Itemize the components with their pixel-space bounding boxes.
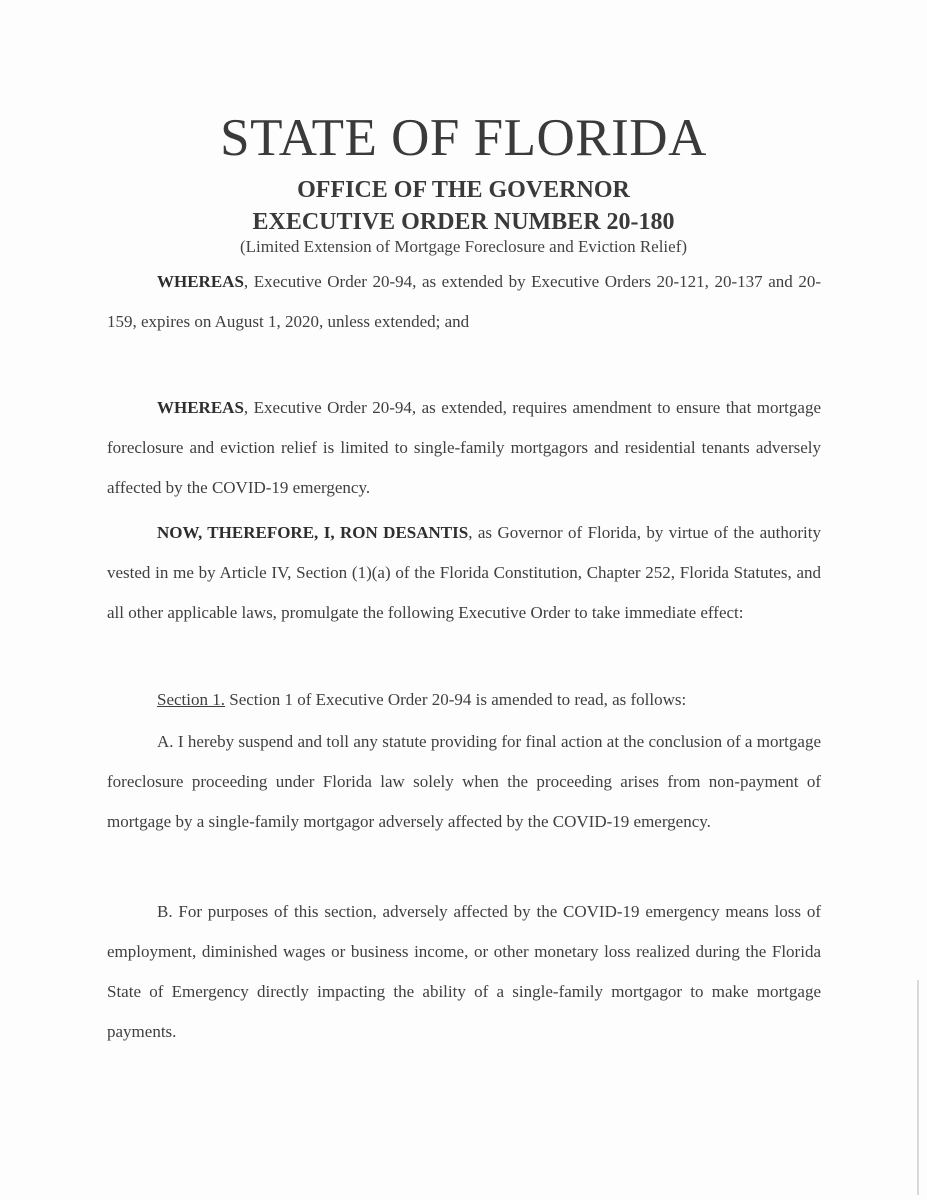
paragraph-text: B. For purposes of this section, adversely affected by the COVID-19 emergency means loss of employment, diminished wages or business income, or other monetary loss realized during the Florida State of Emergency directly impacting the ability of a single-family mortgagor to make mortgage payments. <box>107 902 821 1041</box>
paragraph-section-1 <box>107 680 821 720</box>
paragraph-item-a <box>107 722 821 842</box>
paragraph-whereas-2 <box>107 388 821 508</box>
paragraph-text: Section 1 of Executive Order 20-94 is amended to read, as follows: <box>225 690 687 709</box>
scan-edge-line <box>917 980 919 1195</box>
paragraph-item-b <box>107 892 821 1052</box>
paragraph-text: A. I hereby suspend and toll any statute providing for final action at the conclusion of a mortgage foreclosure proceeding under Florida law solely when the proceeding arises from non-payment of mortgage by a single-family mortgagor adversely affected by the COVID-19 emergency. <box>107 732 821 831</box>
section-1-label: Section 1. <box>157 690 225 709</box>
paragraph-now-therefore <box>107 513 821 633</box>
paragraph-whereas-1 <box>107 262 821 342</box>
document-title: STATE OF FLORIDA <box>220 109 707 167</box>
whereas-lead: WHEREAS <box>157 398 244 417</box>
order-caption: (Limited Extension of Mortgage Foreclosure and Eviction Relief) <box>239 237 688 256</box>
paragraph-text: , Executive Order 20-94, as extended, requires amendment to ensure that mortgage foreclosure and eviction relief is limited to single-family mortgagors and residential tenants adversely affected by the COVID-19 emergency. <box>107 398 821 497</box>
office-heading: OFFICE OF THE GOVERNOR <box>297 177 630 203</box>
executive-order-heading: EXECUTIVE ORDER NUMBER 20-180 <box>252 209 675 235</box>
paragraph-text: , Executive Order 20-94, as extended by Executive Orders 20-121, 20-137 and 20-159, expires on August 1, 2020, unless extended; and <box>107 272 821 331</box>
whereas-lead: WHEREAS <box>157 272 244 291</box>
paragraph-text: , as Governor of Florida, by virtue of the authority vested in me by Article IV, Section (1)(a) of the Florida Constitution, Chapter 252, Florida Statutes, and all other applicable laws, promulgate the following Executive Order to take immediate effect: <box>107 523 821 622</box>
now-therefore-lead: NOW, THEREFORE, I, RON DESANTIS <box>157 523 469 542</box>
